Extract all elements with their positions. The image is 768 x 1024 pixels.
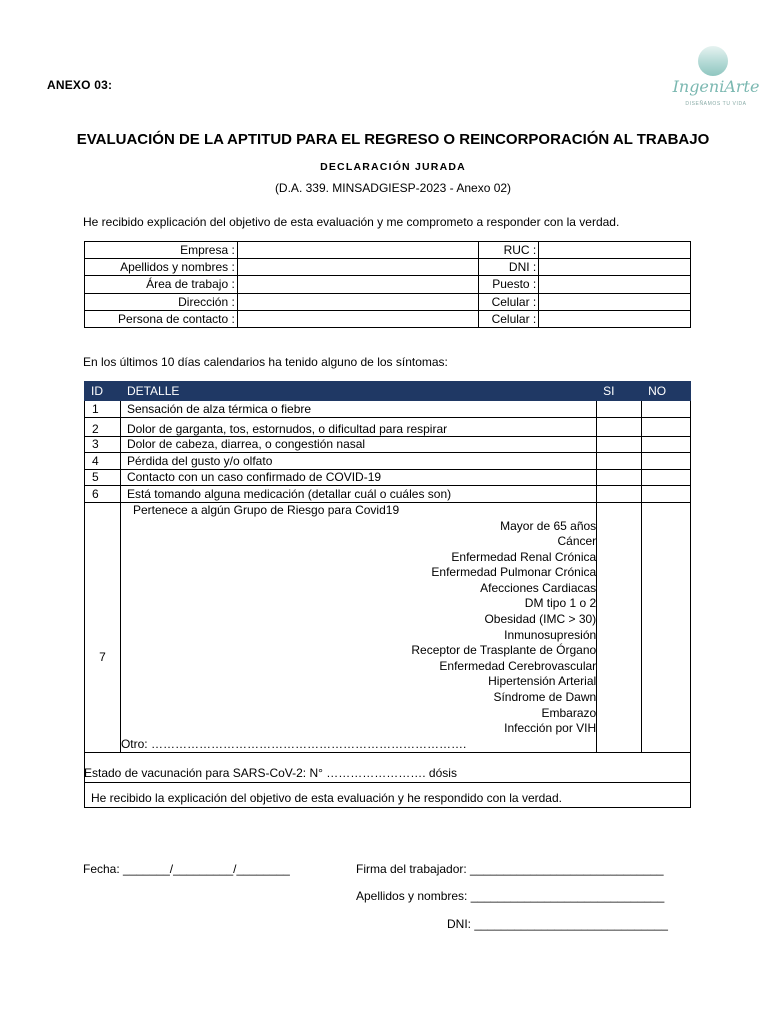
document-subtitle: DECLARACIÓN JURADA (320, 161, 466, 173)
row-detail: Contacto con un caso confirmado de COVID-19 (120, 469, 596, 486)
row-detail: Está tomando alguna medicación (detallar cuál o cuáles son) (120, 486, 596, 503)
vaccination-status[interactable]: Estado de vacunación para SARS-CoV-2: N° ……………………. dósis (84, 766, 457, 780)
symptoms-table (84, 381, 691, 753)
table-row (85, 469, 691, 486)
contact-person-label: Persona de contacto : (85, 310, 238, 327)
table-row (85, 453, 691, 470)
position-field[interactable] (539, 276, 691, 293)
risk-group-detail (120, 502, 596, 753)
address-label: Dirección : (85, 293, 238, 310)
row-detail: Sensación de alza térmica o fiebre (120, 401, 596, 418)
header-yes: SI (597, 382, 642, 401)
risk-item: DM tipo 1 o 2 (524, 596, 597, 611)
answer-yes-cell[interactable] (597, 453, 642, 470)
row-detail: Pérdida del gusto y/o olfato (120, 453, 596, 470)
personal-info-table (84, 241, 691, 328)
row-id: 3 (85, 436, 121, 453)
document-title: EVALUACIÓN DE LA APTITUD PARA EL REGRESO O REINCORPORACIÓN AL TRABAJO (76, 131, 710, 148)
risk-item: Mayor de 65 años (500, 518, 597, 533)
row-detail: Dolor de cabeza, diarrea, o congestión nasal (120, 436, 596, 453)
answer-no-cell[interactable] (642, 453, 691, 470)
answer-yes-cell[interactable] (597, 469, 642, 486)
info-row-address (85, 293, 691, 310)
info-row-names (85, 259, 691, 276)
risk-item: Síndrome de Dawn (493, 690, 597, 705)
answer-yes-cell[interactable] (597, 436, 642, 453)
logo-name: IngeniArte (672, 77, 760, 96)
header-id: ID (85, 382, 121, 401)
answer-no-cell[interactable] (642, 436, 691, 453)
risk-item: Hipertensión Arterial (488, 674, 597, 689)
answer-no-cell[interactable] (642, 401, 691, 418)
names-label: Apellidos y nombres : (85, 259, 238, 276)
table-row (85, 486, 691, 503)
logo-circle-icon (698, 46, 728, 76)
contact-person-field[interactable] (237, 310, 479, 327)
names-field[interactable] (237, 259, 479, 276)
answer-yes-cell[interactable] (597, 417, 642, 436)
dni-signature-field[interactable]: DNI: _____________________________ (447, 917, 668, 931)
row-id: 7 (85, 502, 121, 753)
document-reference: (D.A. 339. MINSADGIESP-2023 - Anexo 02) (274, 181, 512, 195)
row-id: 4 (85, 453, 121, 470)
phone-label: Celular : (479, 293, 539, 310)
info-row-area (85, 276, 691, 293)
intro-statement: He recibido explicación del objetivo de esta evaluación y me comprometo a responder con la verdad. (83, 215, 620, 229)
work-area-label: Área de trabajo : (85, 276, 238, 293)
contact-phone-field[interactable] (539, 310, 691, 327)
row-detail: Dolor de garganta, tos, estornudos, o dificultad para respirar (120, 417, 596, 436)
row-id: 6 (85, 486, 121, 503)
info-row-contact (85, 310, 691, 327)
risk-item: Obesidad (IMC > 30) (484, 612, 597, 627)
phone-field[interactable] (539, 293, 691, 310)
answer-no-cell[interactable] (642, 417, 691, 436)
answer-yes-cell[interactable] (597, 486, 642, 503)
table-row (85, 436, 691, 453)
risk-item: Enfermedad Cerebrovascular (439, 658, 597, 673)
risk-group-row (85, 502, 691, 753)
ruc-label: RUC : (479, 242, 539, 259)
acknowledgement-statement: He recibido la explicación del objetivo de esta evaluación y he respondido con la verdad. (91, 791, 562, 805)
answer-no-cell[interactable] (642, 486, 691, 503)
address-field[interactable] (237, 293, 479, 310)
date-field[interactable]: Fecha: _______/_________/________ (83, 862, 290, 876)
risk-item: Infección por VIH (504, 721, 597, 736)
risk-item: Enfermedad Pulmonar Crónica (431, 565, 597, 580)
risk-item: Afecciones Cardiacas (480, 580, 597, 595)
signature-field[interactable]: Firma del trabajador: _____________________________ (356, 862, 664, 876)
risk-item: Enfermedad Renal Crónica (451, 549, 597, 564)
names-signature-field[interactable]: Apellidos y nombres: _____________________________ (356, 889, 665, 903)
other-risk-field[interactable]: Otro: ……………………………………………………………………. (120, 736, 467, 751)
answer-yes-cell[interactable] (597, 502, 642, 753)
dni-label: DNI : (479, 259, 539, 276)
symptoms-header-row (85, 382, 691, 401)
answer-no-cell[interactable] (642, 469, 691, 486)
risk-item: Inmunosupresión (504, 627, 597, 642)
risk-group-heading: Pertenece a algún Grupo de Riesgo para Covid19 (132, 502, 400, 517)
row-id: 2 (85, 417, 121, 436)
answer-no-cell[interactable] (642, 502, 691, 753)
logo-tagline: DISEÑAMOS TU VIDA (685, 101, 747, 107)
table-row (85, 417, 691, 436)
contact-phone-label: Celular : (479, 310, 539, 327)
risk-item: Cáncer (557, 534, 597, 549)
row-id: 5 (85, 469, 121, 486)
header-no: NO (642, 382, 691, 401)
risk-item: Embarazo (541, 705, 597, 720)
company-label: Empresa : (85, 242, 238, 259)
table-row (85, 401, 691, 418)
risk-item: Receptor de Trasplante de Órgano (411, 643, 597, 658)
work-area-field[interactable] (237, 276, 479, 293)
position-label: Puesto : (479, 276, 539, 293)
company-logo (668, 46, 764, 112)
symptoms-question: En los últimos 10 días calendarios ha tenido alguno de los síntomas: (83, 355, 448, 369)
row-id: 1 (85, 401, 121, 418)
company-field[interactable] (237, 242, 479, 259)
annex-label: ANEXO 03: (47, 78, 113, 92)
ruc-field[interactable] (539, 242, 691, 259)
info-row-company (85, 242, 691, 259)
header-detail: DETALLE (120, 382, 596, 401)
dni-field[interactable] (539, 259, 691, 276)
answer-yes-cell[interactable] (597, 401, 642, 418)
